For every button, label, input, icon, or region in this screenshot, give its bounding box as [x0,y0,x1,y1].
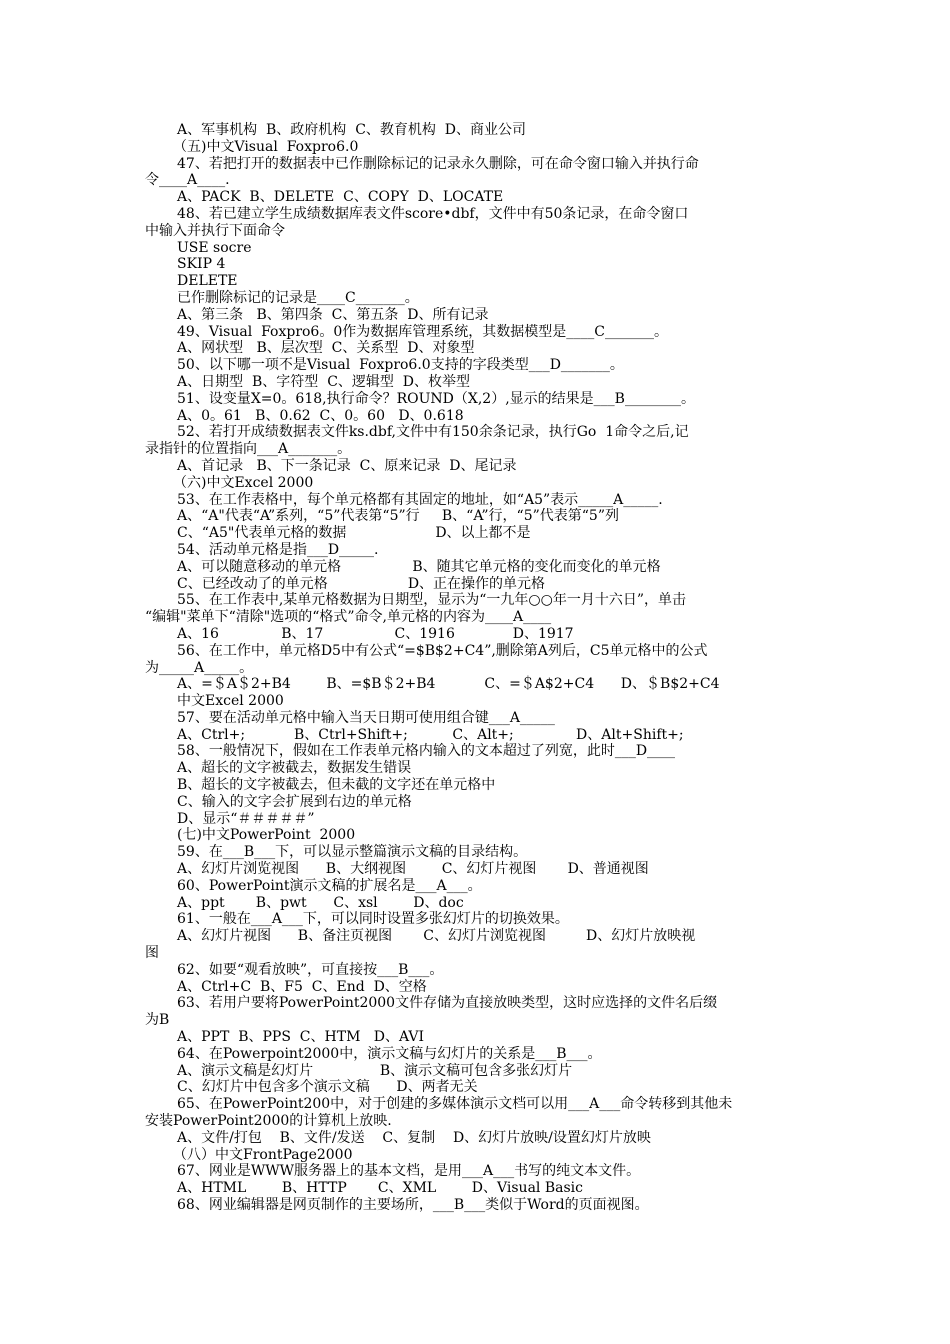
text-line: A、演示文稿是幻灯片 B、演示文稿可包含多张幻灯片 [177,1062,573,1079]
text-line: 录指针的位置指向___A_______。 [145,441,352,458]
text-line: C、幻灯片中包含多个演示文稿 D、两者无关 [177,1079,478,1096]
text-line: A、超长的文字被截去，数据发生错误 [177,760,412,777]
text-line: 中输入并执行下面命令 [145,222,285,239]
text-line: A、ppt B、pwt C、xsl D、doc [177,894,464,911]
text-line: 为B [145,1012,170,1029]
text-line: 49、Visual Foxpro6。0作为数据库管理系统，其数据模型是____C_______。 [177,323,668,340]
text-line: 47、若把打开的数据表中已作删除标记的记录永久删除，可在命令窗口输入并执行命 [177,155,699,172]
text-line: 56、在工作中，单元格D5中有公式“=$B$2+C4”,删除第A列后，C5单元格中的公式 [177,642,708,659]
text-line: 已作删除标记的记录是____C_______。 [177,289,419,306]
text-line: 61、一般在___A___下，可以同时设置多张幻灯片的切换效果。 [177,911,569,928]
text-line: 59、在___B___下，可以显示整篇演示文稿的目录结构。 [177,844,528,861]
text-line: A、PACK B、DELETE C、COPY D、LOCATE [177,189,504,206]
text-line: A、第三条 B、第四条 C、第五条 D、所有记录 [177,306,489,323]
text-line: 54、活动单元格是指___D_____. [177,541,379,558]
text-line: 51、设变量X=0。618,执行命令？ROUND（X,2）,显示的结果是___B________。 [177,390,695,407]
text-line: C、已经改动了的单元格 D、正在操作的单元格 [177,575,546,592]
text-line: DELETE [177,273,238,290]
text-line: 65、在PowerPoint200中，对于创建的多媒体演示文档可以用___A___命令转移到其他未 [177,1096,733,1113]
text-line: A、=＄A＄2+B4 B、=$B＄2+B4 C、=＄A$2+C4 D、＄B$2+C4 [177,676,720,693]
text-line: 图 [145,945,159,962]
document-body [145,122,805,1214]
text-line: （八）中文FrontPage2000 [173,1146,353,1163]
text-line: A、PPT B、PPS C、HTM D、AVI [177,1029,425,1046]
text-line: 62、如要“观看放映”，可直接按___B___。 [177,961,444,978]
text-line: （六)中文Excel 2000 [173,474,314,491]
text-line: 68、网业编辑器是网页制作的主要场所，___B___类似于Word的页面视图。 [177,1197,649,1213]
text-line: 中文Excel 2000 [177,693,284,710]
text-line: 58、一般情况下，假如在工作表单元格内输入的文本超过了列宽，此时___D____ [177,743,676,760]
text-line: 52、若打开成绩数据表文件ks.dbf,文件中有150余条记录，执行Go 1命令之后,记 [177,424,689,441]
text-line: 64、在Powerpoint2000中，演示文稿与幻灯片的关系是___B___。 [177,1045,602,1062]
text-line: A、Ctrl+C B、F5 C、End D、空格 [177,978,427,995]
text-line: 安装PowerPoint2000的计算机上放映. [145,1113,392,1130]
text-line: 57、要在活动单元格中输入当天日期可使用组合键___A_____ [177,709,555,726]
text-line: USE socre [177,239,252,256]
text-line: A、文件/打包 B、文件/发送 C、复制 D、幻灯片放映/设置幻灯片放映 [177,1129,651,1146]
text-line: “编辑"菜单下“清除"选项的“格式”命令,单元格的内容为____A____ [145,609,552,626]
text-line: 48、若已建立学生成绩数据库表文件score•dbf，文件中有50条记录，在命令窗口 [177,205,689,222]
text-line: A、Ctrl+; B、Ctrl+Shift+; C、Alt+; D、Alt+Shift+; [177,726,684,743]
text-line: A、日期型 B、字符型 C、逻辑型 D、枚举型 [177,373,471,390]
text-line: (七)中文PowerPoint 2000 [177,827,356,844]
text-line: SKIP 4 [177,256,226,273]
text-line: 50、以下哪一项不是Visual Foxpro6.0支持的字段类型___D_______。 [177,357,624,374]
text-line: C、输入的文字会扩展到右边的单元格 [177,793,412,810]
text-line: A、16 B、17 C、1916 D、1917 [177,625,574,642]
text-line: 63、若用户要将PowerPoint2000文件存储为直接放映类型，这时应选择的文件名后缀 [177,995,718,1012]
text-line: A、幻灯片浏览视图 B、大纲视图 C、幻灯片视图 D、普通视图 [177,861,649,878]
text-line: C、“A5"代表单元格的数据 D、以上都不是 [177,525,531,542]
text-line: A、首记录 B、下一条记录 C、原来记录 D、尾记录 [177,457,517,474]
text-line: A、军事机构 B、政府机构 C、教育机构 D、商业公司 [177,122,527,138]
text-line: A、网状型 B、层次型 C、关系型 D、对象型 [177,340,475,357]
text-line: 60、PowerPoint演示文稿的扩展名是___A___。 [177,877,482,894]
text-line: A、HTML B、HTTP C、XML D、Visual Basic [177,1180,583,1197]
text-line: A、“A"代表“A”系列，“5”代表第“5”行 B、“A”行，“5”代表第“5”列 [177,508,619,525]
text-line: 55、在工作表中,某单元格数据为日期型，显示为“一九年○○年一月十六日”，单击 [177,592,687,609]
text-line: A、可以随意移动的单元格 B、随其它单元格的变化而变化的单元格 [177,558,661,575]
text-line: （五)中文Visual Foxpro6.0 [173,138,359,155]
text-line: A、幻灯片视图 B、备注页视图 C、幻灯片浏览视图 D、幻灯片放映视 [177,928,696,945]
text-line: 为_____A_____。 [145,659,254,676]
text-line: D、显示“＃＃＃＃＃” [177,810,315,827]
text-line: A、0。61 B、0.62 C、0。60 D、0.618 [177,407,464,424]
text-line: B、超长的文字被截去，但未截的文字还在单元格中 [177,777,496,794]
text-line: 67、网业是WWW服务器上的基本文档，是用___A___书写的纯文本文件。 [177,1163,641,1180]
text-line: 令____A____. [145,172,230,189]
text-line: 53、在工作表格中，每个单元格都有其固定的地址，如“A5”表示_____A_____. [177,491,663,508]
